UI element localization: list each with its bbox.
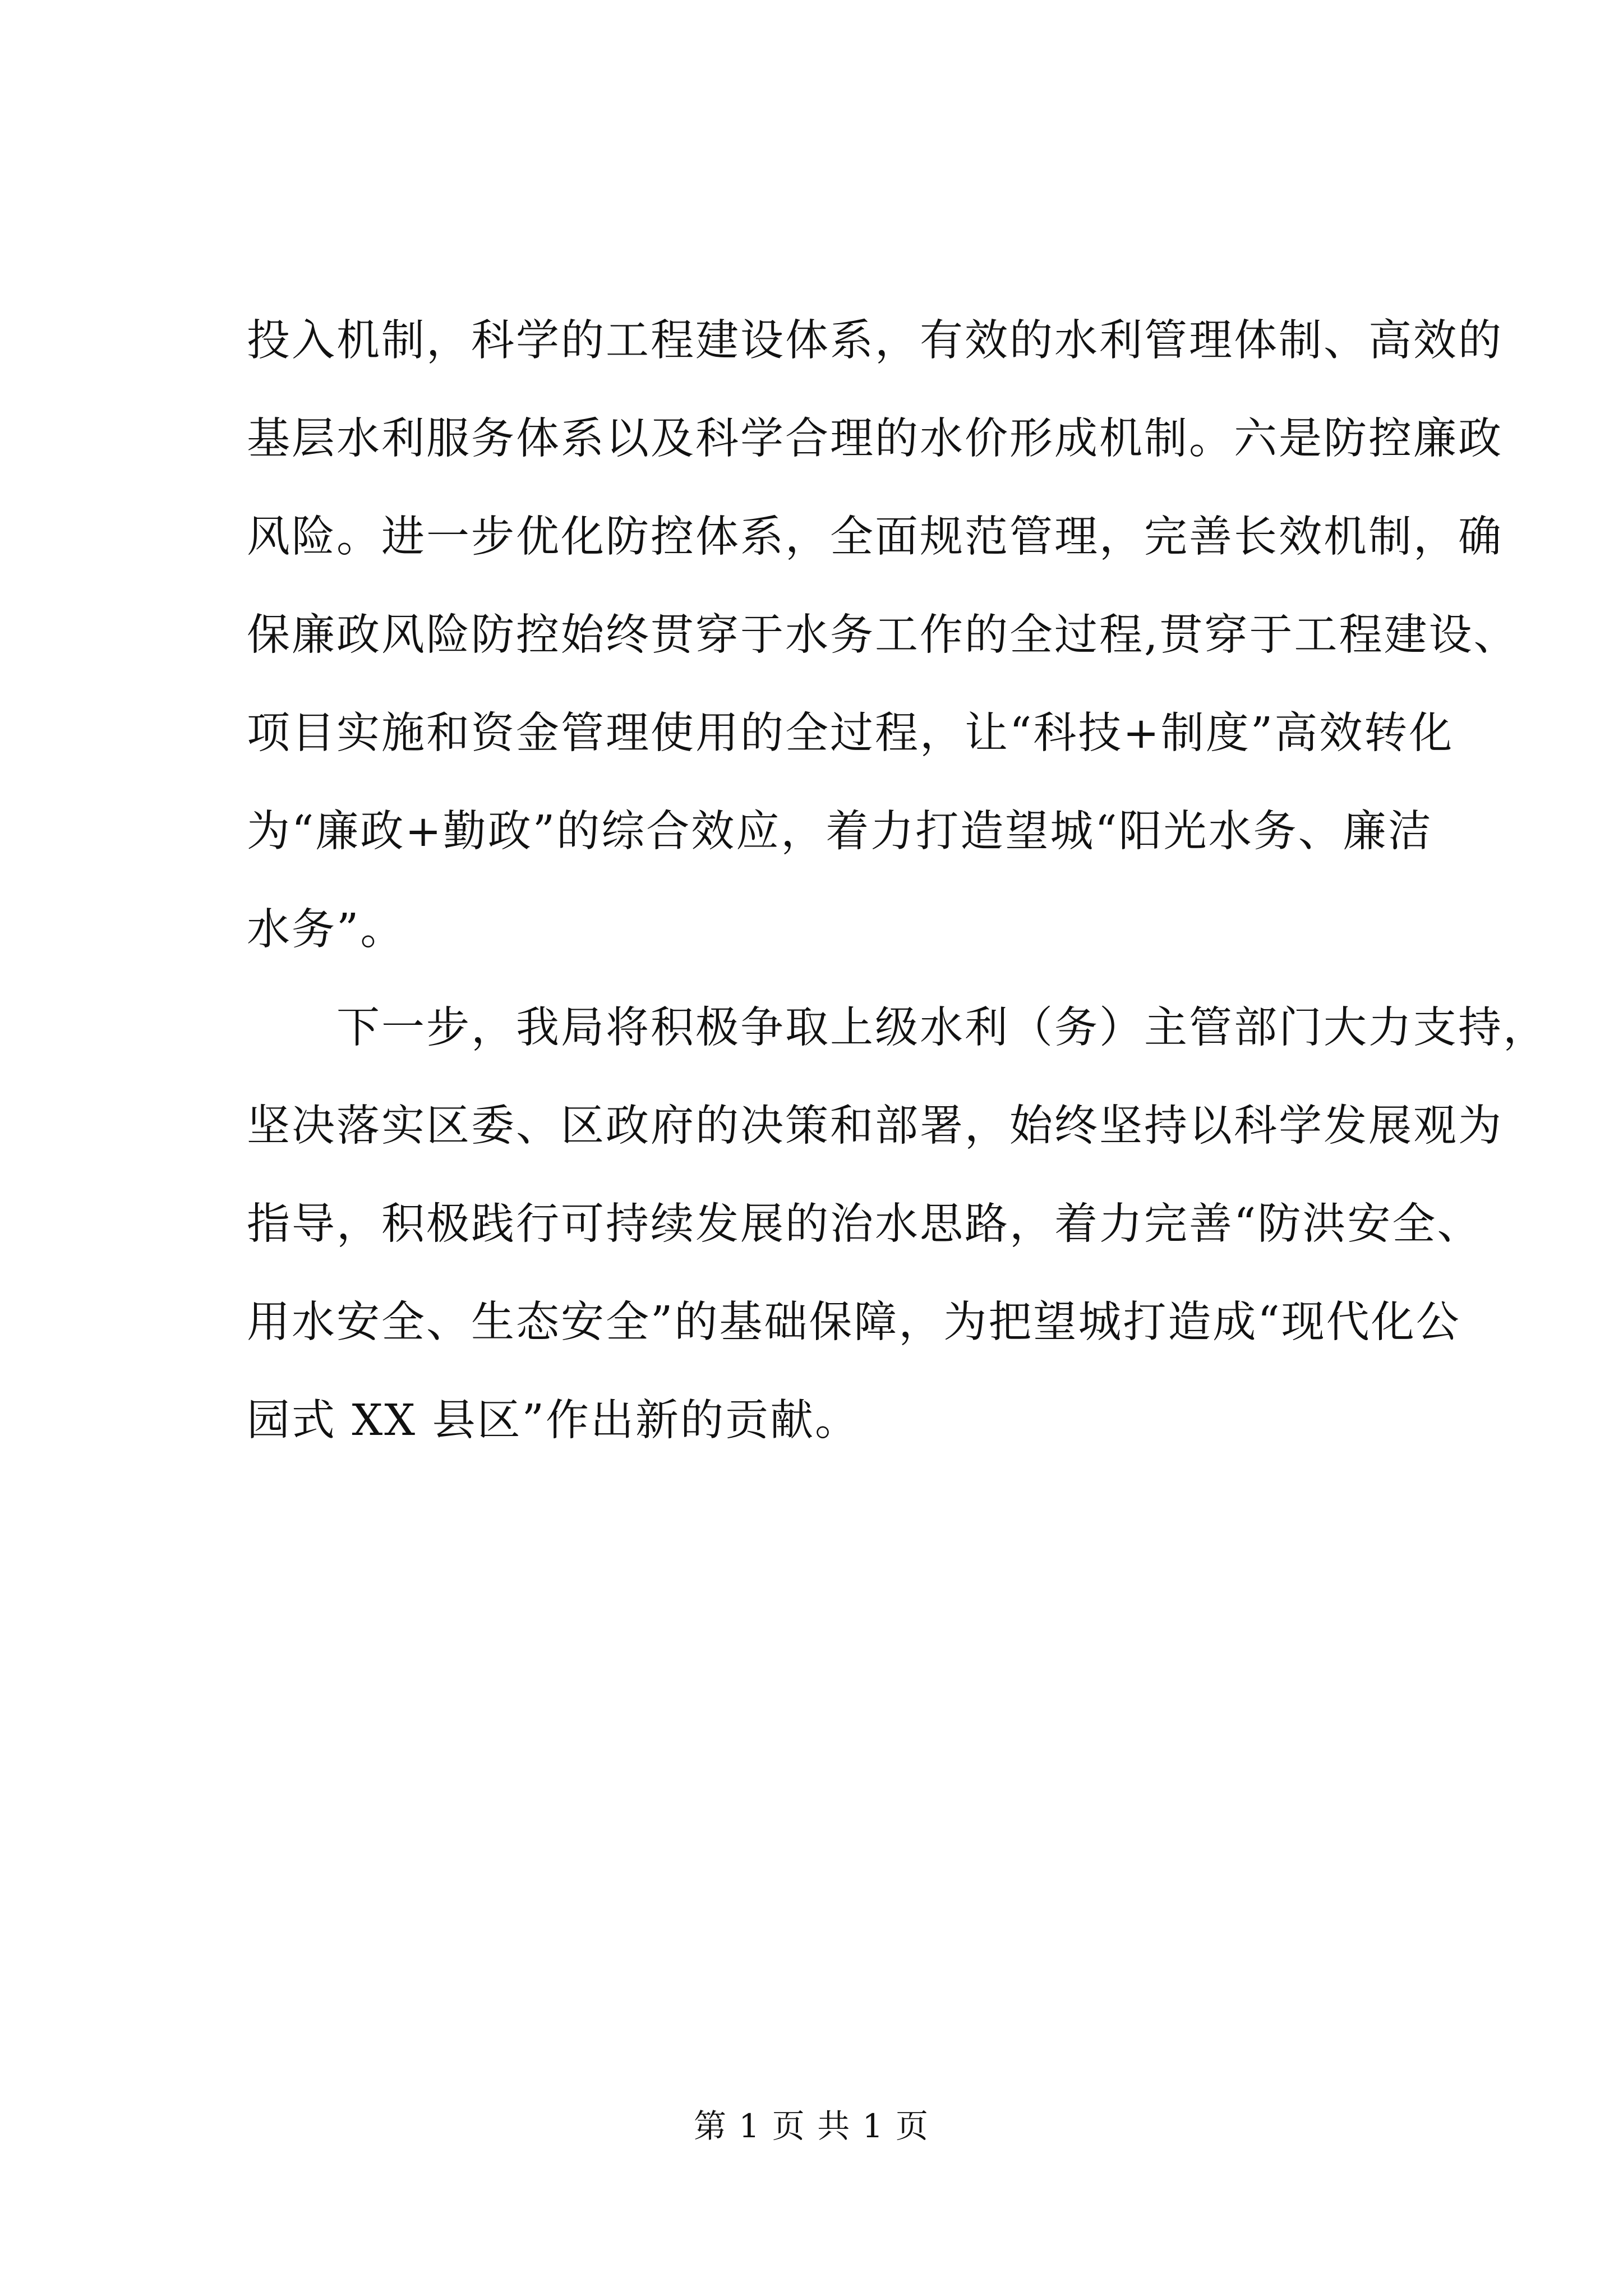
text-line: 坚决落实区委、区政府的决策和部署，始终坚持以科学发展观为 <box>247 1101 1503 1151</box>
page-number-footer: 第 1 页 共 1 页 <box>694 2107 929 2145</box>
text-line: 下一步，我局将积极争取上级水利（务）主管部门大力支持， <box>336 1003 1548 1053</box>
text-line: 用水安全、生态安全”的基础保障，为把望城打造成“现代化公 <box>247 1297 1461 1347</box>
text-line: 水务”。 <box>247 905 405 955</box>
paragraph-1 <box>247 292 1519 979</box>
text-line: 基层水利服务体系以及科学合理的水价形成机制。六是防控廉政 <box>247 414 1503 464</box>
text-line: 指导，积极践行可持续发展的治水思路，着力完善“防洪安全、 <box>247 1199 1482 1249</box>
text-line: 为“廉政+勤政”的综合效应，着力打造望城“阳光水务、廉洁 <box>247 807 1433 857</box>
text-line: 园式 XX 县区”作出新的贡献。 <box>247 1396 860 1446</box>
text-line: 风险。进一步优化防控体系，全面规范管理，完善长效机制，确 <box>247 512 1503 562</box>
paragraph-2 <box>247 979 1548 1470</box>
text-line: 保廉政风险防控始终贯穿于水务工作的全过程,贯穿于工程建设、 <box>247 610 1519 660</box>
text-line: 项目实施和资金管理使用的全过程，让“科技+制度”高效转化 <box>247 708 1454 758</box>
document-body <box>247 292 1548 1470</box>
text-line: 投入机制，科学的工程建设体系，有效的水利管理体制、高效的 <box>247 316 1503 366</box>
